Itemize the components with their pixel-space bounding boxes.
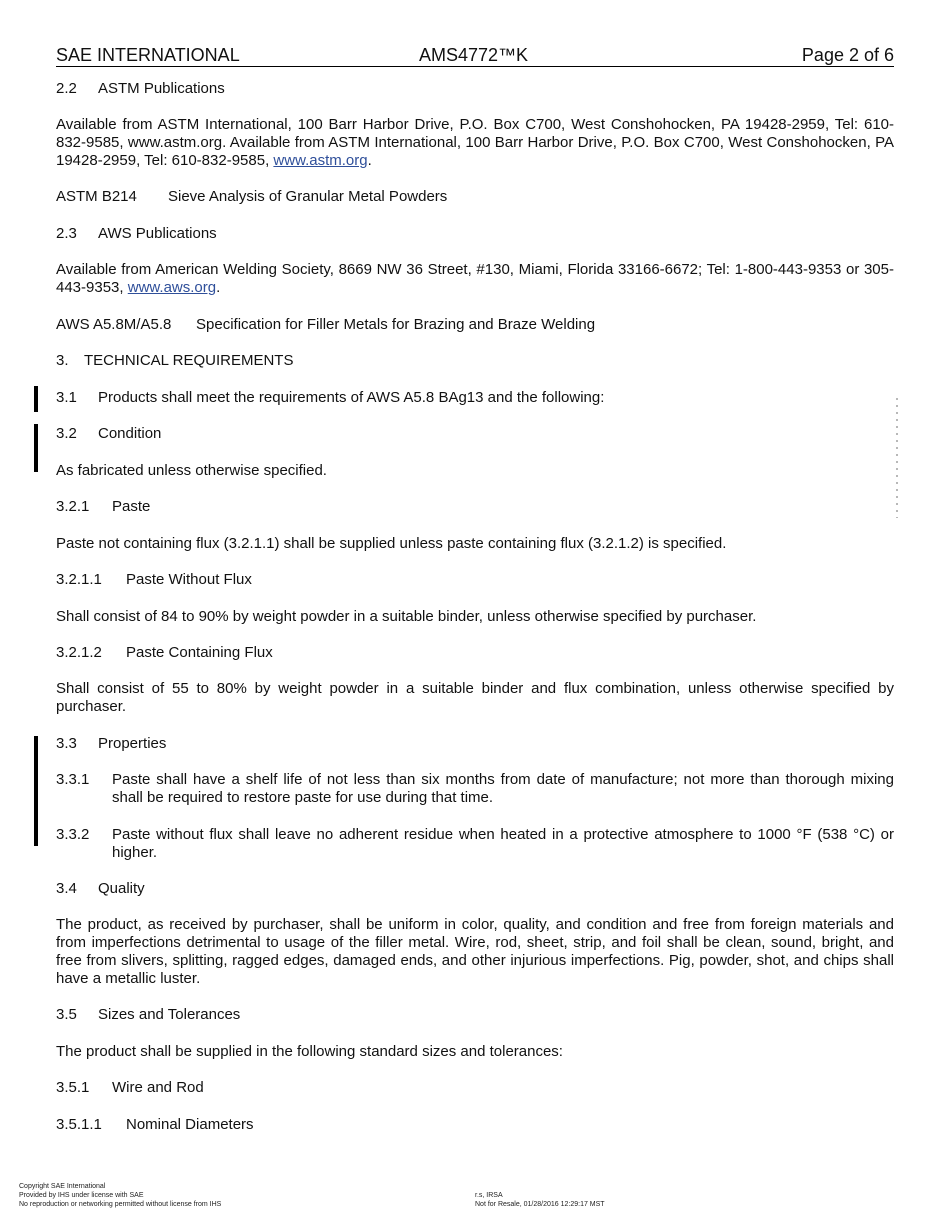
footer-right [475,1191,605,1209]
section-title: Paste [112,498,151,515]
section-title: Paste Containing Flux [126,644,273,661]
section-3-2-1-body: Paste not containing flux (3.2.1.1) shall be supplied unless paste containing flux (3.2.1.2) is specified. [56,535,727,552]
section-number: 2.3 [56,225,77,242]
section-3-4-body: The product, as received by purchaser, shall be uniform in color, quality, and condition and free from foreign materials and from imperfections detrimental to usage of the filler metal. Wire, rod, sheet, strip, and foil shall be clean, sound, bright, and free from slivers, splitting, ragged edges, damaged ends, and other injurious imperfections. Pig, powder, shot, and chips shall have a metallic luster. [56,916,894,987]
footer-notice: No reproduction or networking permitted without license from IHS [19,1201,222,1208]
section-number: 3.2 [56,425,77,442]
body-text: Available from American Welding Society, 8669 NW 36 Street, #130, Miami, Florida 33166-6672; Tel: 1-800-443-9353 or 305-443-9353, [56,261,894,296]
margin-dotted-mark [896,398,898,518]
section-title: Sizes and Tolerances [98,1006,241,1023]
section-number: 2.2 [56,80,77,97]
section-title: Paste Without Flux [126,571,252,588]
header-page-number: Page 2 of 6 [801,45,894,65]
footer-copyright: Copyright SAE International [19,1183,106,1190]
page-header [56,44,894,67]
header-doc-id: AMS4772™K [419,45,529,65]
reference-code: AWS A5.8M/A5.8 [56,316,172,333]
section-number: 3.2.1 [56,498,90,515]
section-3-3-2-body: Paste without flux shall leave no adherent residue when heated in a protective atmosphere to 1000 °F (538 °C) or higher. [112,826,894,861]
section-3-5-body: The product shall be supplied in the following standard sizes and tolerances: [56,1043,563,1060]
section-3-3-1-body: Paste shall have a shelf life of not less than six months from date of manufacture; not more than thorough mixing shall be required to restore paste for use during that time. [112,771,894,806]
footer-resale-notice: Not for Resale, 01/28/2016 12:29:17 MST [475,1201,605,1208]
section-title: Nominal Diameters [126,1116,254,1133]
section-title: Quality [98,880,145,897]
astm-link[interactable]: www.astm.org [273,152,368,169]
section-title: AWS Publications [98,225,217,242]
reference-code: ASTM B214 [56,188,137,205]
section-title: TECHNICAL REQUIREMENTS [84,352,294,369]
reference-title: Sieve Analysis of Granular Metal Powders [168,188,448,205]
footer-user: r.s, IRSA [475,1192,503,1199]
section-3-2-1-2-body: Shall consist of 55 to 80% by weight powder in a suitable binder and flux combination, unless otherwise specified by purchaser. [56,680,894,715]
section-number: 3.5.1 [56,1079,90,1096]
section-number: 3.2.1.1 [56,571,102,588]
header-org: SAE INTERNATIONAL [56,45,240,65]
footer-provider: Provided by IHS under license with SAE [19,1192,144,1199]
change-bar [34,736,38,846]
section-number: 3.3.2 [56,826,90,843]
reference-title: Specification for Filler Metals for Brazing and Braze Welding [196,316,596,333]
section-number: 3.3 [56,735,77,752]
body-text: Available from ASTM International, 100 Barr Harbor Drive, P.O. Box C700, West Conshohocken, PA 19428-2959, Tel: 610-832-9585, www.astm.org. Available from ASTM International, 100 Barr Harbor Drive, P.O. Box C700, West Conshohocken, PA 19428-2959, Tel: 610-832-9585, [56,116,894,169]
section-number: 3.5.1.1 [56,1116,102,1133]
section-3-2-1-1-body: Shall consist of 84 to 90% by weight powder in a suitable binder, unless otherwise specified by purchaser. [56,608,757,625]
section-number: 3.1 [56,389,77,406]
section-number: 3. [56,352,69,369]
change-bar [34,424,38,472]
section-title: Wire and Rod [112,1079,204,1096]
footer-left [19,1182,221,1209]
section-title: ASTM Publications [98,80,225,97]
change-bar [34,386,38,412]
section-2-3-body: Available from American Welding Society, 8669 NW 36 Street, #130, Miami, Florida 33166-6672; Tel: 1-800-443-9353 or 305-443-9353, www.aws.org. [56,261,894,296]
section-title: Properties [98,735,167,752]
section-3-2-body: As fabricated unless otherwise specified. [56,462,327,479]
section-title: Condition [98,425,162,442]
aws-link[interactable]: www.aws.org [127,279,217,296]
section-text: Products shall meet the requirements of AWS A5.8 BAg13 and the following: [98,389,605,406]
section-2-2-body: Available from ASTM International, 100 Barr Harbor Drive, P.O. Box C700, West Conshohocken, PA 19428-2959, Tel: 610-832-9585, www.astm.org. Available from ASTM International, 100 Barr Harbor Drive, P.O. Box C700, West Conshohocken, PA 19428-2959, Tel: 610-832-9585, www.astm.org. [56,116,894,169]
section-number: 3.5 [56,1006,77,1023]
section-number: 3.4 [56,880,77,897]
section-number: 3.3.1 [56,771,90,788]
section-number: 3.2.1.2 [56,644,102,661]
